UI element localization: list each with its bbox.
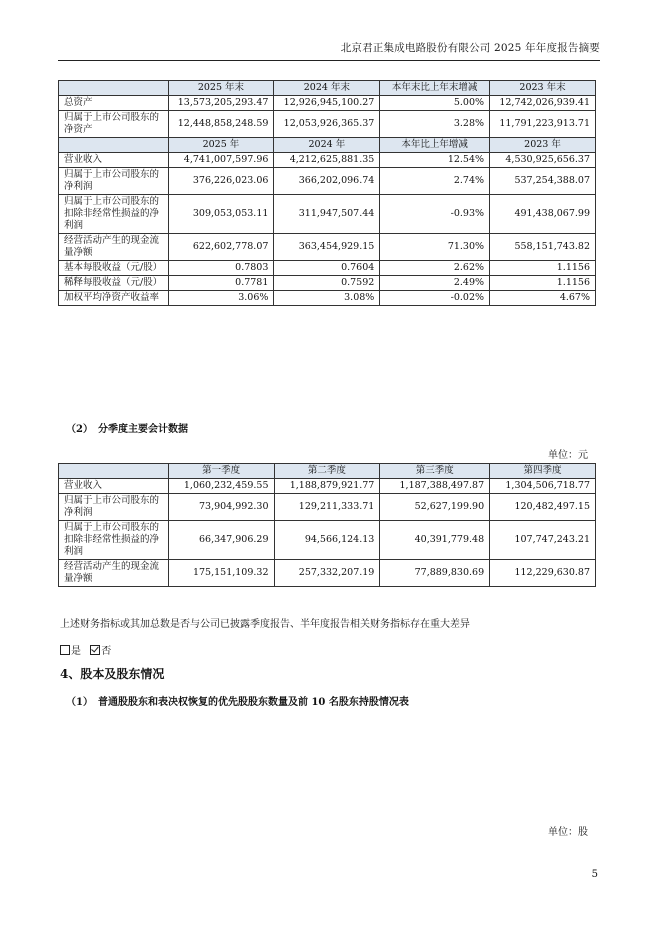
shareholders-unit: 单位：股: [548, 827, 588, 838]
table-row: [59, 276, 596, 291]
value-cell: 66,347,906.29: [168, 521, 274, 560]
value-cell: 12,053,926,365.37: [274, 111, 380, 138]
value-cell: 1.1156: [490, 276, 596, 291]
table-header-row: [59, 138, 596, 153]
value-cell: 77,889,830.69: [380, 560, 490, 587]
value-cell: -0.02%: [380, 291, 490, 306]
column-header: 本年末比上年末增减: [380, 81, 490, 96]
row-label: 总资产: [59, 96, 169, 111]
value-cell: 52,627,199.90: [380, 494, 490, 521]
value-cell: 112,229,630.87: [490, 560, 596, 587]
annual-financial-table: [58, 80, 596, 306]
column-header: 第四季度: [490, 464, 596, 479]
table-row: [59, 153, 596, 168]
value-cell: -0.93%: [380, 195, 490, 234]
value-cell: 2.49%: [380, 276, 490, 291]
quarterly-financial-table: [58, 463, 596, 587]
value-cell: 107,747,243.21: [490, 521, 596, 560]
column-header: 本年比上年增减: [380, 138, 490, 153]
value-cell: 12,742,026,939.41: [490, 96, 596, 111]
checkbox-yes[interactable]: [60, 645, 70, 655]
table-row: [59, 521, 596, 560]
value-cell: 363,454,929.15: [274, 234, 380, 261]
row-label: 营业收入: [59, 153, 169, 168]
value-cell: 0.7803: [168, 261, 274, 276]
value-cell: 3.08%: [274, 291, 380, 306]
row-label: 归属于上市公司股东的扣除非经常性损益的净利润: [59, 521, 169, 560]
table-row: [59, 111, 596, 138]
value-cell: 1,304,506,718.77: [490, 479, 596, 494]
value-cell: 3.06%: [168, 291, 274, 306]
option-no-label: 否: [101, 646, 112, 657]
table-row: [59, 96, 596, 111]
value-cell: 2.62%: [380, 261, 490, 276]
table-row: [59, 234, 596, 261]
header-corner-cell: [59, 464, 169, 479]
column-header: 2025 年: [168, 138, 274, 153]
value-cell: 491,438,067.99: [490, 195, 596, 234]
row-label: 稀释每股收益（元/股）: [59, 276, 169, 291]
table-header-row: [59, 81, 596, 96]
column-header: 2024 年末: [274, 81, 380, 96]
column-header: 2025 年末: [168, 81, 274, 96]
value-cell: 1,187,388,497.87: [380, 479, 490, 494]
option-yes-label: 是: [71, 646, 81, 657]
value-cell: 4,212,625,881.35: [274, 153, 380, 168]
value-cell: 366,202,096.74: [274, 168, 380, 195]
value-cell: 0.7592: [274, 276, 380, 291]
column-header: 第三季度: [380, 464, 490, 479]
report-header-title: 北京君正集成电路股份有限公司 2025 年年度报告摘要: [340, 42, 600, 54]
section-4-heading: 4、股本及股东情况: [60, 667, 165, 681]
value-cell: 4,741,007,597.96: [168, 153, 274, 168]
header-corner-cell: [59, 81, 169, 96]
column-header: 2023 年末: [490, 81, 596, 96]
column-header: 2023 年: [490, 138, 596, 153]
value-cell: 558,151,743.82: [490, 234, 596, 261]
row-label: 归属于上市公司股东的净利润: [59, 168, 169, 195]
header-divider: [58, 60, 600, 61]
value-cell: 309,053,053.11: [168, 195, 274, 234]
row-label: 经营活动产生的现金流量净额: [59, 234, 169, 261]
value-cell: 311,947,507.44: [274, 195, 380, 234]
value-cell: 175,151,109.32: [168, 560, 274, 587]
header-corner-cell: [59, 138, 169, 153]
value-cell: 12,448,858,248.59: [168, 111, 274, 138]
value-cell: 12.54%: [380, 153, 490, 168]
value-cell: 1,060,232,459.55: [168, 479, 274, 494]
value-cell: 622,602,778.07: [168, 234, 274, 261]
value-cell: 376,226,023.06: [168, 168, 274, 195]
value-cell: 537,254,388.07: [490, 168, 596, 195]
value-cell: 0.7781: [168, 276, 274, 291]
value-cell: 94,566,124.13: [274, 521, 380, 560]
row-label: 营业收入: [59, 479, 169, 494]
column-header: 2024 年: [274, 138, 380, 153]
column-header: 第一季度: [168, 464, 274, 479]
value-cell: 73,904,992.30: [168, 494, 274, 521]
table-header-row: [59, 464, 596, 479]
table-row: [59, 479, 596, 494]
value-cell: 11,791,223,913.71: [490, 111, 596, 138]
quarterly-heading: （2） 分季度主要会计数据: [66, 424, 188, 435]
value-cell: 4.67%: [490, 291, 596, 306]
value-cell: 5.00%: [380, 96, 490, 111]
value-cell: 12,926,945,100.27: [274, 96, 380, 111]
row-label: 归属于上市公司股东的净利润: [59, 494, 169, 521]
column-header: 第二季度: [274, 464, 380, 479]
value-cell: 1.1156: [490, 261, 596, 276]
table-row: [59, 291, 596, 306]
row-label: 归属于上市公司股东的净资产: [59, 111, 169, 138]
value-cell: 71.30%: [380, 234, 490, 261]
discrepancy-options: [60, 642, 117, 657]
checkbox-no-checked[interactable]: [90, 645, 100, 655]
value-cell: 40,391,779.48: [380, 521, 490, 560]
table-row: [59, 168, 596, 195]
table-row: [59, 195, 596, 234]
value-cell: 257,332,207.19: [274, 560, 380, 587]
value-cell: 1,188,879,921.77: [274, 479, 380, 494]
table-row: [59, 560, 596, 587]
value-cell: 120,482,497.15: [490, 494, 596, 521]
table-row: [59, 261, 596, 276]
page-number: 5: [591, 869, 598, 880]
value-cell: 2.74%: [380, 168, 490, 195]
value-cell: 13,573,205,293.47: [168, 96, 274, 111]
value-cell: 3.28%: [380, 111, 490, 138]
row-label: 基本每股收益（元/股）: [59, 261, 169, 276]
value-cell: 129,211,333.71: [274, 494, 380, 521]
quarterly-unit: 单位：元: [548, 450, 588, 461]
row-label: 归属于上市公司股东的扣除非经常性损益的净利润: [59, 195, 169, 234]
value-cell: 0.7604: [274, 261, 380, 276]
shareholders-subheading: （1） 普通股股东和表决权恢复的优先股股东数量及前 10 名股东持股情况表: [66, 697, 409, 708]
row-label: 经营活动产生的现金流量净额: [59, 560, 169, 587]
row-label: 加权平均净资产收益率: [59, 291, 169, 306]
table-row: [59, 494, 596, 521]
discrepancy-question: 上述财务指标或其加总数是否与公司已披露季度报告、半年度报告相关财务指标存在重大差异: [60, 619, 470, 630]
value-cell: 4,530,925,656.37: [490, 153, 596, 168]
